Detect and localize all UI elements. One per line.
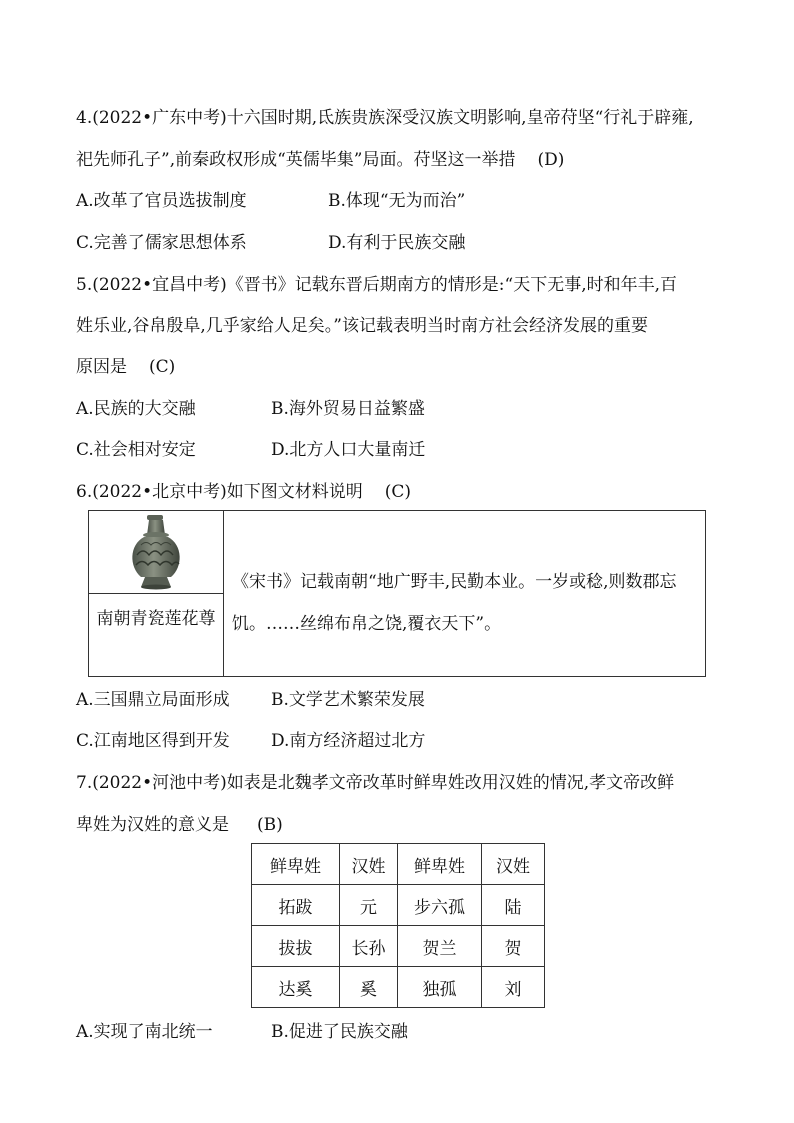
q5-answer: (C) (149, 357, 176, 377)
table-cell: 达奚 (252, 967, 340, 1008)
q4-stem-line2 (76, 148, 564, 172)
q7-option-b: B.促进了民族交融 (271, 1022, 408, 1042)
table-cell: 刘 (482, 967, 545, 1008)
table-header-row (252, 844, 545, 885)
table-cell: 陆 (482, 885, 545, 926)
table-row (252, 926, 545, 967)
table-cell: 贺兰 (398, 926, 482, 967)
q5-stem-text: 原因是 (76, 357, 127, 377)
q6-figure-image-cell (89, 511, 223, 594)
q6-figure-caption: 南朝青瓷莲花尊 (96, 609, 216, 629)
q6-answer: (C) (384, 482, 412, 502)
table-header-cell: 鲜卑姓 (252, 844, 340, 885)
q7-stem-line2 (76, 813, 283, 837)
q5-option-d: D.北方人口大量南迁 (271, 440, 426, 460)
q4-stem-line1: 4.(2022•广东中考)十六国时期,氐族贵族深受汉族文明影响,皇帝苻坚“行礼于辟雍, (76, 108, 694, 128)
q4-option-b: B.体现“无为而治” (328, 191, 466, 211)
q4-option-d: D.有利于民族交融 (328, 233, 466, 253)
q4-answer: (D) (537, 150, 565, 170)
q6-stem-line1 (76, 480, 411, 504)
table-header-cell: 汉姓 (482, 844, 545, 885)
celadon-lotus-vessel-image (89, 511, 223, 593)
table-cell: 拓跋 (252, 885, 340, 926)
q5-stem-line1: 5.(2022•宜昌中考)《晋书》记载东晋后期南方的情形是:“天下无事,时和年丰,百 (76, 275, 678, 295)
table-cell: 元 (340, 885, 398, 926)
q4-option-c: C.完善了儒家思想体系 (76, 233, 247, 253)
table-cell: 独孤 (398, 967, 482, 1008)
q6-stem-text: 6.(2022•北京中考)如下图文材料说明 (76, 482, 363, 502)
table-cell: 拔拔 (252, 926, 340, 967)
q7-option-a: A.实现了南北统一 (76, 1022, 213, 1042)
q7-stem-text: 卑姓为汉姓的意义是 (76, 815, 229, 835)
q6-option-d: D.南方经济超过北方 (271, 731, 426, 751)
table-row (252, 885, 545, 926)
q4-stem-text: 祀先师孔子”,前秦政权形成“英儒毕集”局面。苻坚这一举措 (76, 150, 516, 170)
q5-option-a: A.民族的大交融 (76, 399, 196, 419)
table-cell: 步六孤 (398, 885, 482, 926)
q5-stem-line2: 姓乐业,谷帛殷阜,几乎家给人足矣。”该记载表明当时南方社会经济发展的重要 (76, 316, 648, 336)
table-cell: 贺 (482, 926, 545, 967)
q6-figure-text: 《宋书》记载南朝“地广野丰,民勤本业。一岁或稔,则数郡忘饥。……丝绵布帛之饶,覆衣天下”。 (232, 572, 677, 634)
q5-option-c: C.社会相对安定 (76, 440, 196, 460)
q6-figure-table (88, 510, 706, 677)
table-cell: 奚 (340, 967, 398, 1008)
table-header-cell: 鲜卑姓 (398, 844, 482, 885)
table-header-cell: 汉姓 (340, 844, 398, 885)
table-row (252, 967, 545, 1008)
q6-figure-left-column (89, 511, 224, 676)
q5-option-b: B.海外贸易日益繁盛 (271, 399, 425, 419)
q4-option-a: A.改革了官员选拔制度 (76, 191, 247, 211)
table-cell: 长孙 (340, 926, 398, 967)
q7-answer: (B) (257, 815, 283, 835)
q5-stem-line3 (76, 355, 175, 379)
q6-option-b: B.文学艺术繁荣发展 (271, 690, 425, 710)
surname-table (251, 843, 545, 1008)
q6-option-c: C.江南地区得到开发 (76, 731, 230, 751)
q7-stem-line1: 7.(2022•河池中考)如表是北魏孝文帝改革时鲜卑姓改用汉姓的情况,孝文帝改鲜 (76, 773, 675, 793)
q6-option-a: A.三国鼎立局面形成 (76, 690, 230, 710)
